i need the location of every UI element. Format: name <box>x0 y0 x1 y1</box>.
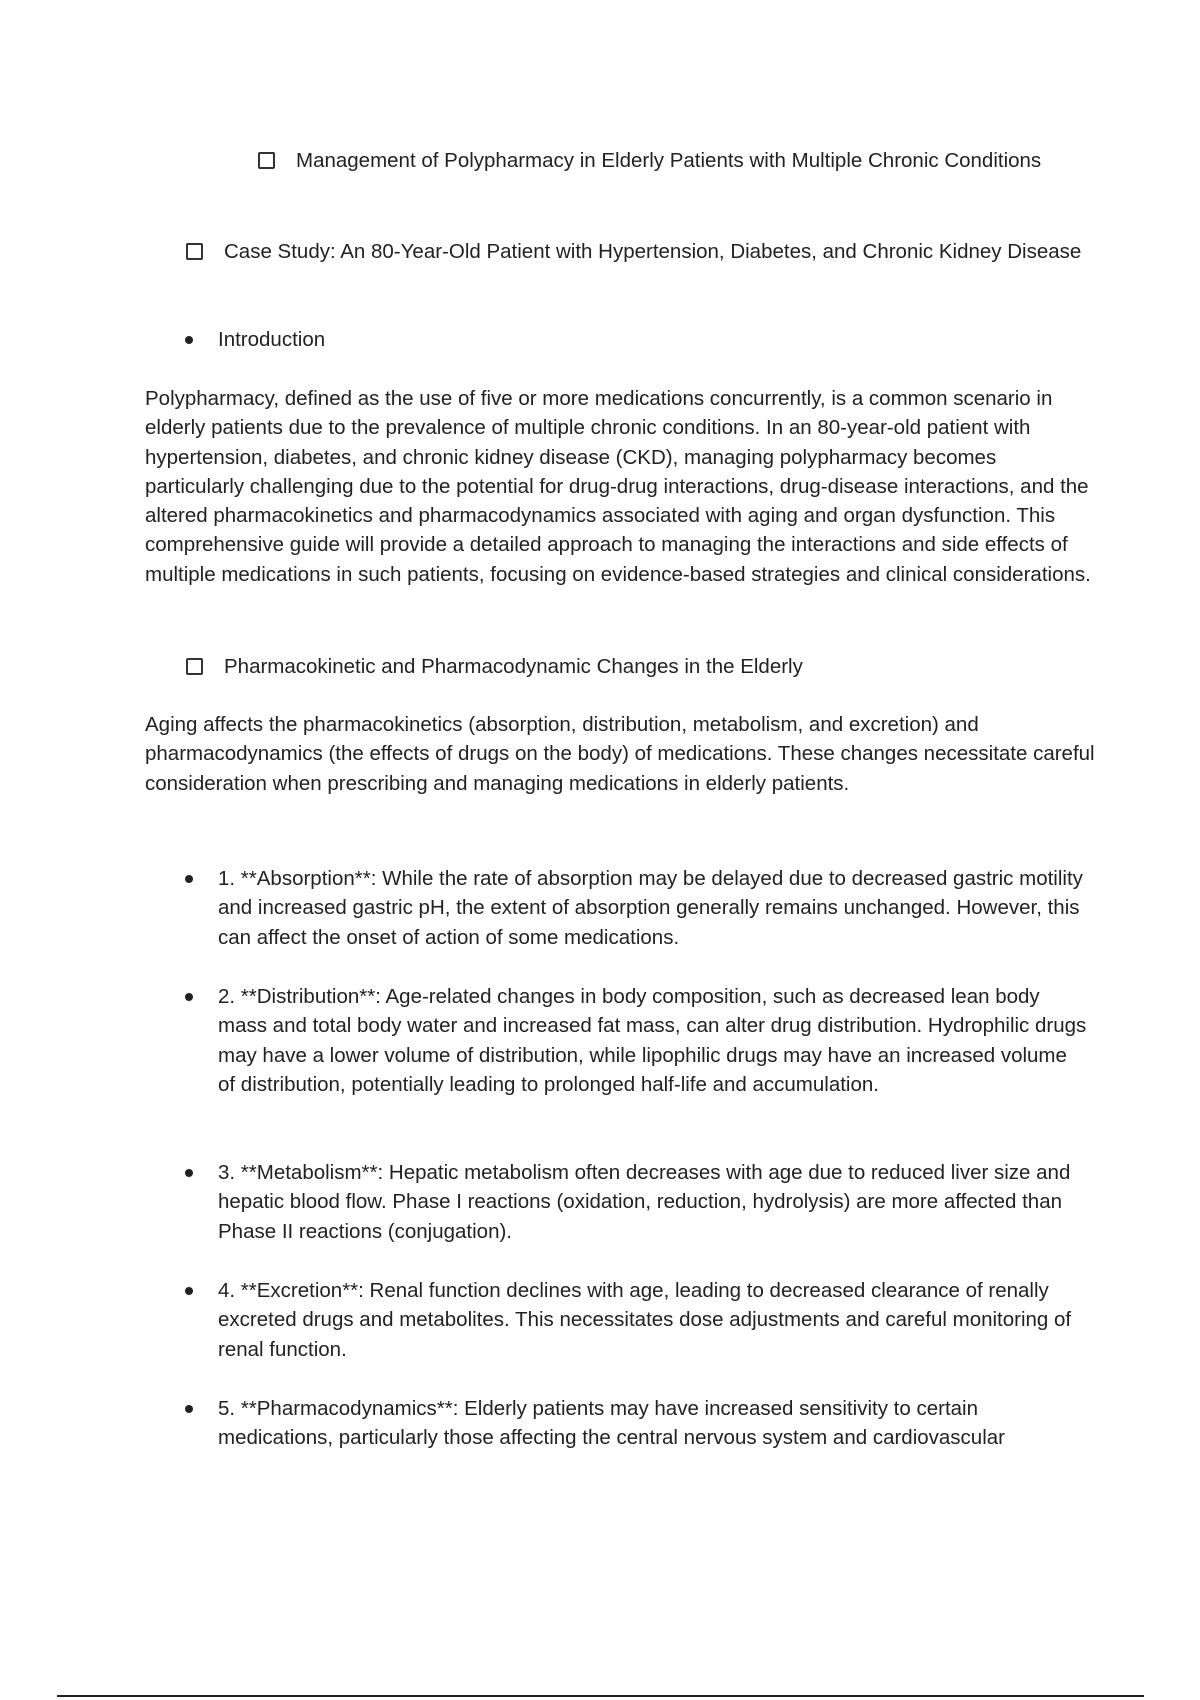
checkbox-icon[interactable] <box>186 658 203 675</box>
bullet-icon <box>185 336 193 344</box>
bullet-icon <box>185 875 193 883</box>
list-item-label: 2. **Distribution**: Age-related changes in body composition, such as decreased lean body mass and total body water and increased fat mass, can alter drug distribution. Hydrophilic drugs may have a lower volume of distribution, while lipophilic drugs may have an increased volume of distribution, potentially leading to prolonged half-life and accumulation. <box>218 985 1087 1096</box>
bullet-icon <box>185 1287 193 1295</box>
list-item-label: 1. **Absorption**: While the rate of absorption may be delayed due to decreased gastric motility and increased gastric pH, the extent of absorption generally remains unchanged. However, this can affect the onset of action of some medications. <box>218 867 1083 949</box>
intro-paragraph: Polypharmacy, defined as the use of five or more medications concurrently, is a common scenario in elderly patients due to the prevalence of multiple chronic conditions. In an 80-year-old patient with hypertension, diabetes, and chronic kidney disease (CKD), managing polypharmacy becomes particularly challenging due to the potential for drug-drug interactions, drug-disease interactions, and the altered pharmacokinetics and pharmacodynamics associated with aging and organ dysfunction. This comprehensive guide will provide a detailed approach to managing the interactions and side effects of multiple medications in such patients, focusing on evidence-based strategies and clinical considerations. <box>145 387 1091 586</box>
checkbox-icon[interactable] <box>186 243 203 260</box>
bullet-icon <box>185 1405 193 1413</box>
aging-paragraph: Aging affects the pharmacokinetics (absorption, distribution, metabolism, and excretion) and pharmacodynamics (the effects of drugs on the body) of medications. These changes necessitate careful consideration when prescribing and managing medications in elderly patients. <box>145 713 1095 795</box>
checkbox-icon[interactable] <box>258 152 275 169</box>
bullet-icon <box>185 1169 193 1177</box>
bullet-icon <box>185 993 193 1001</box>
list-item-label: 4. **Excretion**: Renal function declines with age, leading to decreased clearance of renally excreted drugs and metabolites. This necessitates dose adjustments and careful monitoring of renal function. <box>218 1279 1072 1361</box>
checklist-item-label: Pharmacokinetic and Pharmacodynamic Changes in the Elderly <box>224 655 803 678</box>
checklist-item-label: Case Study: An 80-Year-Old Patient with Hypertension, Diabetes, and Chronic Kidney Disease <box>224 240 1082 263</box>
footer-divider <box>57 1695 1144 1697</box>
list-item-label: Introduction <box>218 328 326 351</box>
list-item-label: 5. **Pharmacodynamics**: Elderly patients may have increased sensitivity to certain medications, particularly those affecting the central nervous system and cardiovascular <box>218 1397 1005 1450</box>
list-item-label: 3. **Metabolism**: Hepatic metabolism often decreases with age due to reduced liver size and hepatic blood flow. Phase I reactions (oxidation, reduction, hydrolysis) are more affected than Phase II reactions (conjugation). <box>218 1161 1071 1243</box>
checklist-item-label: Management of Polypharmacy in Elderly Patients with Multiple Chronic Conditions <box>296 149 1042 172</box>
